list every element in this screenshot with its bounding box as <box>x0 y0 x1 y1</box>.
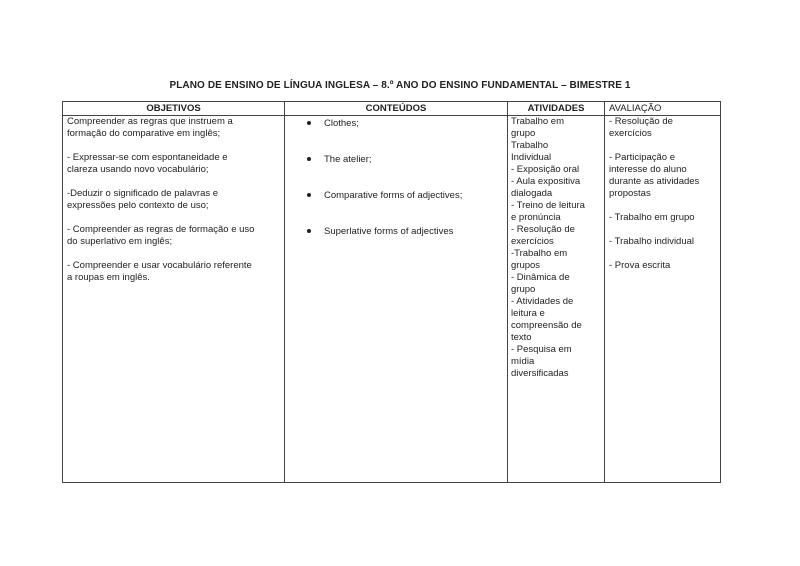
objetivo-line: - Compreender as regras de formação e uso <box>67 224 255 235</box>
header-avaliacao: AVALIAÇÃO <box>609 103 662 114</box>
atividade-line: compreensão de <box>511 320 582 331</box>
atividade-line: e pronúncia <box>511 212 561 223</box>
conteudo-text: Superlative forms of adjectives <box>324 226 454 237</box>
atividades-column <box>511 116 603 380</box>
atividade-line: texto <box>511 332 532 343</box>
atividade-line: dialogada <box>511 188 553 199</box>
objetivo-item <box>67 224 281 248</box>
column-divider-1 <box>284 102 285 482</box>
objetivo-line: expressões pelo contexto de uso; <box>67 200 209 211</box>
avaliacao-line: propostas <box>609 188 651 199</box>
avaliacao-item <box>609 152 719 200</box>
column-divider-3 <box>604 102 605 482</box>
bullet-icon <box>307 157 311 161</box>
atividade-line: - Pesquisa em <box>511 344 572 355</box>
atividade-line: -Trabalho em <box>511 248 568 259</box>
atividade-line: exercícios <box>511 236 554 247</box>
header-conteudos: CONTEÚDOS <box>365 103 427 114</box>
objetivo-item <box>67 188 281 212</box>
conteudo-list-item <box>307 118 503 130</box>
objetivo-line: - Expressar-se com espontaneidade e <box>67 152 228 163</box>
atividade-line: grupo <box>511 128 536 139</box>
objetivo-line: clareza usando novo vocabulário; <box>67 164 209 175</box>
atividade-line: leitura e <box>511 308 545 319</box>
objetivo-item <box>67 116 281 140</box>
conteudo-text: Comparative forms of adjectives; <box>324 190 463 201</box>
avaliacao-item <box>609 236 719 248</box>
atividade-line: - Atividades de <box>511 296 574 307</box>
conteudo-list-item <box>307 190 503 202</box>
atividade-line: - Treino de leitura <box>511 200 585 211</box>
objetivo-line: -Deduzir o significado de palavras e <box>67 188 219 199</box>
header-atividades: ATIVIDADES <box>527 103 585 114</box>
avaliacao-line: durante as atividades <box>609 176 700 187</box>
conteudo-text: The atelier; <box>324 154 372 165</box>
atividade-line: - Resolução de <box>511 224 575 235</box>
objetivo-line: do superlativo em inglês; <box>67 236 173 247</box>
bullet-icon <box>307 229 311 233</box>
objetivo-item <box>67 260 281 284</box>
avaliacao-line: interesse do aluno <box>609 164 687 175</box>
avaliacao-item <box>609 116 719 140</box>
avaliacao-line: - Trabalho individual <box>609 236 695 247</box>
objetivo-line: a roupas em inglês. <box>67 272 150 283</box>
atividade-line: - Dinâmica de <box>511 272 570 283</box>
atividade-line: grupos <box>511 260 541 271</box>
document-title: PLANO DE ENSINO DE LÍNGUA INGLESA – 8.º ANO DO ENSINO FUNDAMENTAL – BIMESTRE 1 <box>169 80 631 91</box>
conteudo-list-item <box>307 226 503 238</box>
atividade-line: mídia <box>511 356 535 367</box>
avaliacao-line: - Resolução de <box>609 116 673 127</box>
atividade-line: grupo <box>511 284 536 295</box>
atividade-line: diversificadas <box>511 368 569 379</box>
avaliacao-line: - Trabalho em grupo <box>609 212 695 223</box>
avaliacao-item <box>609 260 719 272</box>
atividade-line: - Aula expositiva <box>511 176 581 187</box>
conteudo-text: Clothes; <box>324 118 359 129</box>
header-objetivos: OBJETIVOS <box>146 103 201 114</box>
objetivo-line: Compreender as regras que instruem a <box>67 116 233 127</box>
objetivos-column <box>67 116 281 296</box>
conteudos-column <box>307 118 503 262</box>
atividade-line: Individual <box>511 152 552 163</box>
avaliacao-item <box>609 212 719 224</box>
avaliacao-line: - Participação e <box>609 152 676 163</box>
objetivo-item <box>67 152 281 176</box>
atividade-line: - Exposição oral <box>511 164 580 175</box>
bullet-icon <box>307 193 311 197</box>
objetivo-line: - Compreender e usar vocabulário referente <box>67 260 252 271</box>
atividade-line: Trabalho em <box>511 116 564 127</box>
avaliacao-line: exercícios <box>609 128 652 139</box>
conteudo-list-item <box>307 154 503 166</box>
atividade-line: Trabalho <box>511 140 549 151</box>
bullet-icon <box>307 121 311 125</box>
avaliacao-line: - Prova escrita <box>609 260 671 271</box>
objetivo-line: formação do comparative em inglês; <box>67 128 221 139</box>
column-divider-2 <box>507 102 508 482</box>
avaliacao-column <box>609 116 719 272</box>
teaching-plan-table <box>62 101 721 483</box>
